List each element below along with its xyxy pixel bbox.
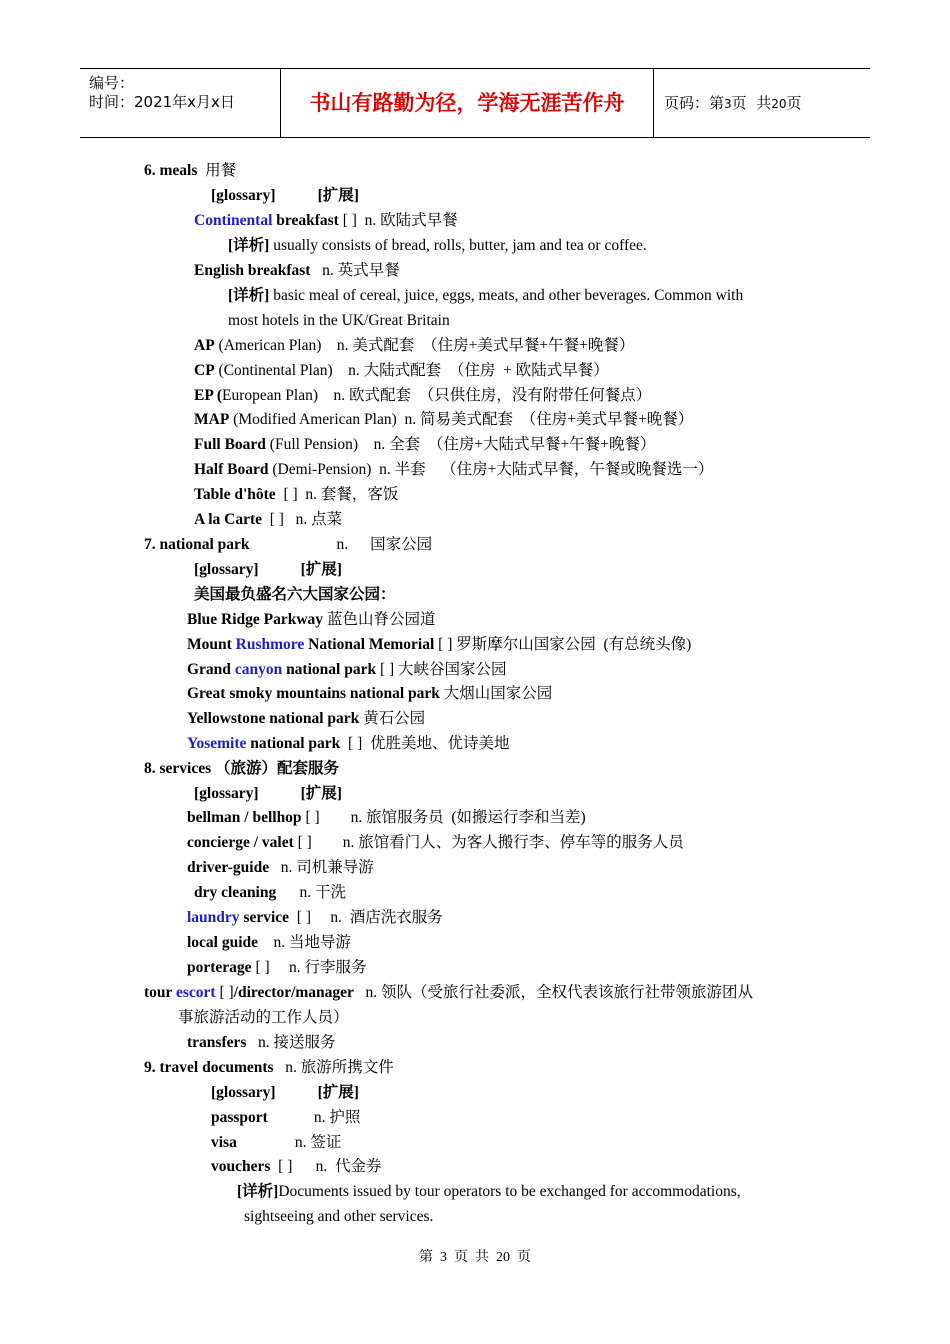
time-label: 时间：2021年x月x日 xyxy=(89,93,235,111)
term: tour xyxy=(144,984,177,1001)
definition: [ ] 罗斯摩尔山国家公园 (有总统头像) xyxy=(434,636,692,653)
part-of-speech: n. xyxy=(336,536,349,553)
term: vouchers xyxy=(211,1158,271,1175)
section-9-glossary xyxy=(211,1083,359,1103)
term: national park xyxy=(282,661,377,678)
term: Half Board xyxy=(194,461,269,478)
page-total: 20 xyxy=(771,97,787,111)
definition: (Continental Plan) n. 大陆式配套 （住房 + 欧陆式早餐） xyxy=(214,362,609,379)
glossary-label: [glossary] xyxy=(194,561,259,578)
park-grand-canyon xyxy=(187,660,507,680)
number-label: 编号： xyxy=(89,74,135,92)
term: bellman / bellhop xyxy=(187,809,302,826)
detail-text: usually consists of bread, rolls, butter, jam and tea or coffee. xyxy=(269,237,647,254)
term: AP xyxy=(194,337,215,354)
entry-dry-cleaning xyxy=(194,883,346,903)
glossary-label: [glossary] xyxy=(211,1084,276,1101)
entry-transfers xyxy=(187,1033,336,1053)
term: service xyxy=(239,909,290,926)
glossary-label: [glossary] xyxy=(194,785,259,802)
header-meta-cell xyxy=(80,69,281,137)
page-mid: 页 共 xyxy=(731,94,772,112)
header-motto: 书山有路勤为径，学海无涯苦作舟 xyxy=(281,69,654,137)
detail-text: basic meal of cereal, juice, eggs, meats, and other beverages. Common with xyxy=(269,287,744,304)
term: concierge / valet xyxy=(187,834,294,851)
definition: (Modified American Plan) n. 简易美式配套 （住房+美式早餐+晚餐） xyxy=(229,411,694,428)
section-title-cn: n. 旅游所携文件 xyxy=(273,1059,394,1076)
term: MAP xyxy=(194,411,230,428)
entry-visa xyxy=(211,1133,341,1153)
definition: [ ] n. 旅馆看门人、为客人搬行李、停车等的服务人员 xyxy=(293,834,684,851)
section-title: 6. meals xyxy=(144,162,198,179)
definition: [ ] n. 代金券 xyxy=(270,1158,382,1175)
entry-laundry xyxy=(187,908,443,928)
definition: [ ] n. 旅馆服务员 (如搬运行李和当差) xyxy=(301,809,586,826)
entry-bellman xyxy=(187,808,586,828)
term: Grand xyxy=(187,661,235,678)
page-number: 3 xyxy=(724,97,732,111)
term-highlight: escort xyxy=(176,984,216,1001)
definition: [ ] n. 行李服务 xyxy=(251,959,367,976)
entry-tour-escort-cont: 事旅游活动的工作人员） xyxy=(178,1009,349,1026)
term: EP ( xyxy=(194,387,222,404)
definition: n. 司机兼导游 xyxy=(269,859,374,876)
detail-english xyxy=(228,286,806,306)
term-highlight: Rushmore xyxy=(235,636,305,653)
entry-ep xyxy=(194,386,651,406)
detail-english-cont: most hotels in the UK/Great Britain xyxy=(228,312,450,329)
definition: n. 干洗 xyxy=(276,884,347,901)
term: local guide xyxy=(187,934,259,951)
glossary-label: [glossary] xyxy=(211,187,276,204)
park-rushmore xyxy=(187,635,691,655)
phonetic-placeholder: [ ] xyxy=(215,984,234,1001)
entry-concierge xyxy=(187,833,684,853)
definition: [ ] n. 套餐，客饭 xyxy=(275,486,399,503)
definition: European Plan) n. 欧式配套 （只供住房，没有附带任何餐点） xyxy=(222,387,652,404)
definition: n. 签证 xyxy=(294,1134,342,1151)
section-8-glossary xyxy=(194,784,342,804)
entry-driver-guide xyxy=(187,858,374,878)
definition: (American Plan) n. 美式配套 （住房+美式早餐+午餐+晚餐） xyxy=(214,337,635,354)
definition: [ ] 大峡谷国家公园 xyxy=(376,661,507,678)
park-great-smoky xyxy=(187,684,552,704)
section-title-cn: 国家公园 xyxy=(370,536,433,553)
entry-cp xyxy=(194,361,609,381)
extension-label: [扩展] xyxy=(300,561,342,578)
term: Great smoky mountains national park xyxy=(187,685,440,702)
term-highlight: Yosemite xyxy=(187,735,247,752)
term: Yellowstone national park xyxy=(187,710,360,727)
section-6-title xyxy=(144,161,236,181)
detail-tag: [详析] xyxy=(228,287,270,304)
term: Mount xyxy=(187,636,236,653)
extension-label: [扩展] xyxy=(300,785,342,802)
entry-half-board xyxy=(194,460,713,480)
page-header xyxy=(80,68,870,138)
term: visa xyxy=(211,1134,237,1151)
definition: n. 领队（受旅行社委派，全权代表该旅行社带领旅游团从 xyxy=(353,984,754,1001)
definition: [ ] 优胜美地、优诗美地 xyxy=(340,735,510,752)
term-highlight: Continental xyxy=(194,212,273,229)
extension-label: [扩展] xyxy=(317,1084,359,1101)
term: Full Board xyxy=(194,436,266,453)
term: National Memorial xyxy=(304,636,435,653)
detail-text: Documents issued by tour operators to be exchanged for accommodations, xyxy=(278,1183,741,1200)
entry-table-dhote xyxy=(194,485,398,505)
term: Table d'hôte xyxy=(194,486,276,503)
term: passport xyxy=(211,1109,268,1126)
header-page-info xyxy=(664,69,802,137)
entry-porterage xyxy=(187,958,367,978)
section-6-glossary xyxy=(211,186,359,206)
term: English breakfast xyxy=(194,262,311,279)
parks-intro: 美国最负盛名六大国家公园： xyxy=(194,586,396,603)
detail-continental xyxy=(228,236,647,256)
term: /director/manager xyxy=(233,984,354,1001)
entry-passport xyxy=(211,1108,360,1128)
definition: 大烟山国家公园 xyxy=(439,685,553,702)
section-title: 7. national park xyxy=(144,536,250,553)
term-highlight: canyon xyxy=(234,661,283,678)
section-8-title: 8. services （旅游）配套服务 xyxy=(144,760,340,777)
term-highlight: laundry xyxy=(187,909,240,926)
definition: (Demi-Pension) n. 半套 （住房+大陆式早餐，午餐或晚餐选一） xyxy=(268,461,714,478)
entry-map xyxy=(194,410,693,430)
park-yellowstone xyxy=(187,709,425,729)
definition: n. 英式早餐 xyxy=(310,262,400,279)
extension-label: [扩展] xyxy=(317,187,359,204)
term: driver-guide xyxy=(187,859,270,876)
entry-tour-escort xyxy=(144,983,753,1003)
entry-ap xyxy=(194,336,634,356)
detail-tag: [详析] xyxy=(228,237,270,254)
detail-tag: [详析] xyxy=(237,1183,279,1200)
definition: n. 接送服务 xyxy=(246,1034,336,1051)
entry-a-la-carte xyxy=(194,510,342,530)
definition: [ ] n. 酒店洗衣服务 xyxy=(289,909,443,926)
entry-full-board xyxy=(194,435,656,455)
term: Blue Ridge Parkway xyxy=(187,611,324,628)
definition: (Full Pension) n. 全套 （住房+大陆式早餐+午餐+晚餐） xyxy=(265,436,656,453)
term: A la Carte xyxy=(194,511,263,528)
detail-vouchers xyxy=(237,1182,806,1202)
entry-vouchers xyxy=(211,1157,382,1177)
detail-vouchers-cont: sightseeing and other services. xyxy=(244,1208,434,1225)
page-prefix: 页码：第 xyxy=(664,94,725,112)
park-blue-ridge xyxy=(187,610,435,630)
definition: 蓝色山脊公园道 xyxy=(323,611,436,628)
section-title: 9. travel documents xyxy=(144,1059,274,1076)
entry-local-guide xyxy=(187,933,351,953)
definition: [ ] n. 欧陆式早餐 xyxy=(338,212,458,229)
park-yosemite xyxy=(187,734,510,754)
definition: n. 当地导游 xyxy=(258,934,352,951)
definition: [ ] n. 点菜 xyxy=(262,511,343,528)
term: CP xyxy=(194,362,215,379)
section-9-title xyxy=(144,1058,394,1078)
term: national park xyxy=(246,735,341,752)
term: dry cleaning xyxy=(194,884,277,901)
section-7-title xyxy=(144,535,432,555)
term: breakfast xyxy=(272,212,339,229)
section-7-glossary xyxy=(194,560,342,580)
section-title-cn: 用餐 xyxy=(205,162,237,179)
page-footer: 第 3 页 共 20 页 xyxy=(419,1250,531,1265)
definition: n. 护照 xyxy=(313,1109,361,1126)
page-suffix: 页 xyxy=(786,94,802,112)
term: transfers xyxy=(187,1034,247,1051)
definition: 黄石公园 xyxy=(359,710,426,727)
entry-continental-breakfast xyxy=(194,211,458,231)
entry-english-breakfast xyxy=(194,261,400,281)
term: porterage xyxy=(187,959,252,976)
